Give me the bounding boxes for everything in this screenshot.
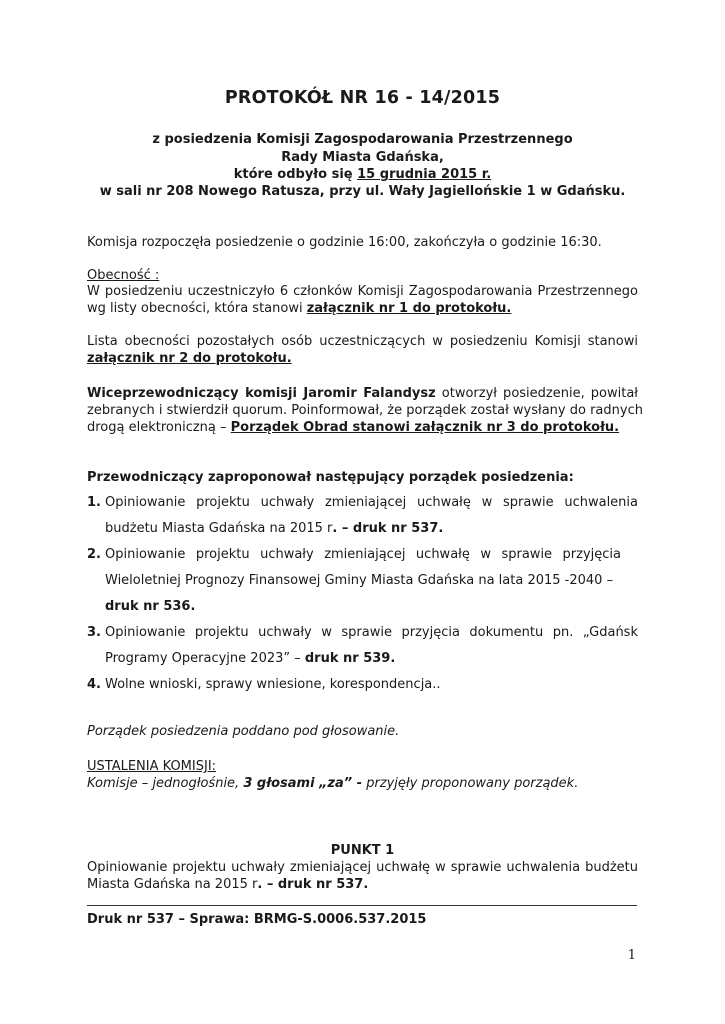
decisions-heading: USTALENIA KOMISJI: [87, 759, 217, 774]
presence-line-1: W posiedzeniu uczestniczyło 6 członków Komisji Zagospodarowania Przestrzennego [87, 284, 638, 299]
point-1-heading: PUNKT 1 [330, 843, 395, 858]
agenda-item-1-text: budżetu Miasta Gdańska na 2015 r [105, 521, 333, 536]
opening-line-3-text: drogą elektroniczną – [87, 420, 231, 435]
document-title: PROTOKÓŁ NR 16 - 14/2015 [224, 88, 501, 108]
opening-line-2: zebranych i stwierdził quorum. Poinformował, że porządek został wysłany do radnych [87, 403, 643, 418]
agenda-item-1-druk: . – druk nr 537. [332, 521, 444, 536]
chair-name: Wiceprzewodniczący komisji Jaromir Falandysz [87, 386, 436, 401]
subtitle-line-2: Rady Miasta Gdańska, [281, 150, 444, 165]
point-1-druk: . – druk nr 537. [257, 877, 369, 892]
subtitle-line-3 [0, 167, 725, 182]
attachment-2-ref: załącznik nr 2 do protokołu. [87, 351, 292, 366]
agenda-item-1-line-1: Opiniowanie projektu uchwały zmieniającej uchwałę w sprawie uchwalenia [105, 495, 638, 510]
decision-votes: 3 głosami „za” - [243, 776, 363, 791]
agenda-item-1-line-2 [105, 521, 443, 536]
attachment-1-ref: załącznik nr 1 do protokołu. [306, 301, 512, 316]
agenda-item-4-number: 4. [87, 677, 101, 692]
decision-result-prefix: Komisje – jednogłośnie, [87, 776, 244, 791]
agenda-item-2-line-2: Wieloletniej Prognozy Finansowej Gminy Miasta Gdańska na lata 2015 -2040 – [105, 573, 614, 588]
attachment-3-ref: Porządek Obrad stanowi załącznik nr 3 do protokołu. [230, 420, 620, 435]
page-number: 1 [627, 948, 636, 963]
section-divider [87, 905, 637, 906]
presence-line-2 [87, 301, 511, 316]
agenda-item-3-text: Programy Operacyjne 2023” – [105, 651, 305, 666]
others-line-1: Lista obecności pozostałych osób uczestniczących w posiedzeniu Komisji stanowi [87, 334, 638, 349]
agenda-item-1-number: 1. [87, 495, 101, 510]
opening-line-1-rest: otworzył posiedzenie, powitał [435, 386, 638, 401]
decision-result-suffix: przyjęły proponowany porządek. [362, 776, 579, 791]
opening-line-3 [87, 420, 619, 435]
agenda-item-2-druk: druk nr 536. [105, 599, 196, 614]
presence-heading: Obecność : [87, 268, 160, 283]
subtitle-date-prefix: które odbyło się [233, 167, 358, 182]
opening-line-1 [87, 386, 638, 401]
decision-result [87, 776, 578, 791]
agenda-item-4-line-1: Wolne wnioski, sprawy wniesione, korespondencja.. [105, 677, 441, 692]
agenda-item-3-line-2 [105, 651, 395, 666]
subtitle-line-1: z posiedzenia Komisji Zagospodarowania Przestrzennego [152, 132, 573, 147]
case-reference: Druk nr 537 – Sprawa: BRMG-S.0006.537.2015 [87, 912, 427, 927]
meeting-date: 15 grudnia 2015 r. [357, 167, 492, 182]
point-1-line-2 [87, 877, 368, 892]
agenda-item-2-line-1: Opiniowanie projektu uchwały zmieniającej uchwałę w sprawie przyjęcia [105, 547, 621, 562]
agenda-item-3-number: 3. [87, 625, 101, 640]
agenda-item-2-number: 2. [87, 547, 101, 562]
intro-text: Komisja rozpoczęła posiedzenie o godzinie 16:00, zakończyła o godzinie 16:30. [87, 235, 602, 250]
agenda-item-3-druk: druk nr 539. [304, 651, 396, 666]
point-1-line-1: Opiniowanie projektu uchwały zmieniającej uchwałę w sprawie uchwalenia budżetu [87, 860, 638, 875]
vote-text: Porządek posiedzenia poddano pod głosowanie. [87, 724, 400, 739]
point-1-text: Miasta Gdańska na 2015 r [87, 877, 258, 892]
agenda-heading: Przewodniczący zaproponował następujący porządek posiedzenia: [87, 470, 574, 485]
subtitle-line-4: w sali nr 208 Nowego Ratusza, przy ul. Wały Jagiellońskie 1 w Gdańsku. [99, 184, 626, 199]
presence-line-2-text: wg listy obecności, która stanowi [87, 301, 307, 316]
agenda-item-3-line-1: Opiniowanie projektu uchwały w sprawie przyjęcia dokumentu pn. „Gdańsk [105, 625, 638, 640]
